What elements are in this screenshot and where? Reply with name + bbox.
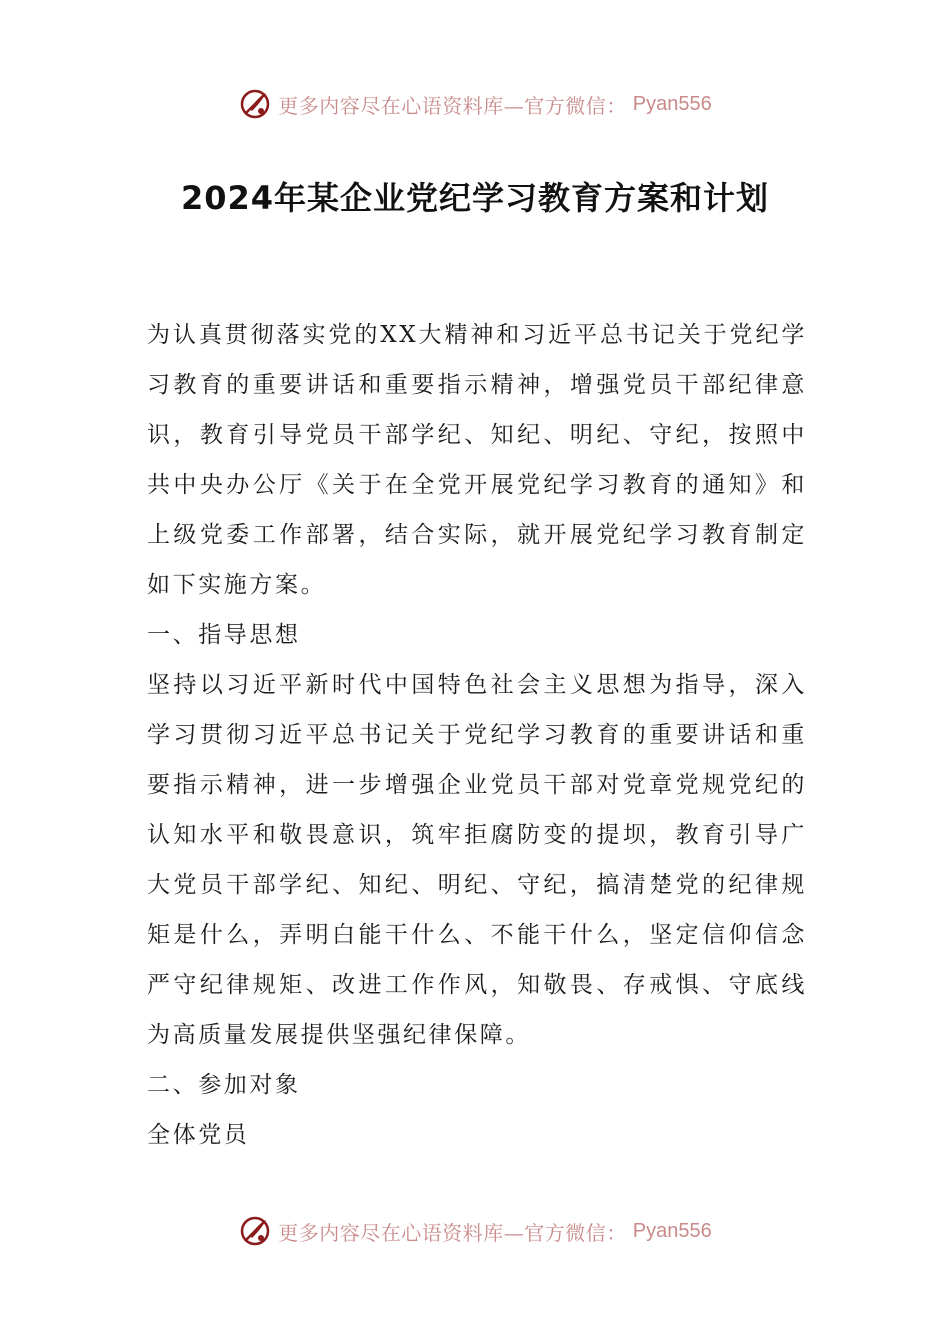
quill-logo-icon [238, 1214, 272, 1248]
footer-watermark [0, 1211, 950, 1251]
header-watermark [0, 84, 950, 124]
section-heading-guiding-ideology: 一、指导思想 [147, 622, 301, 648]
watermark-text: 更多内容尽在心语资料库—官方微信： [278, 93, 627, 118]
watermark-wechat-id: Pyan556 [632, 1219, 712, 1242]
section-heading-participants: 二、参加对象 [147, 1072, 301, 1098]
document-title: 2024年某企业党纪学习教育方案和计划 [180, 179, 770, 217]
document-body [147, 310, 807, 1160]
participants-paragraph: 全体党员 [147, 1122, 250, 1148]
watermark-wechat-id: Pyan556 [632, 92, 712, 115]
quill-logo-icon [238, 87, 272, 121]
intro-paragraph: 为认真贯彻落实党的XX大精神和习近平总书记关于党纪学习教育的重要讲话和重要指示精神，增强党员干部纪律意识，教育引导党员干部学纪、知纪、明纪、守纪，按照中共中央办公厅《关于在全党开展党纪学习教育的通知》和上级党委工作部署，结合实际，就开展党纪学习教育制定如下实施方案。 [147, 322, 807, 598]
guiding-ideology-paragraph: 坚持以习近平新时代中国特色社会主义思想为指导，深入学习贯彻习近平总书记关于党纪学习教育的重要讲话和重要指示精神，进一步增强企业党员干部对党章党规党纪的认知水平和敬畏意识，筑牢拒腐防变的提坝，教育引导广大党员干部学纪、知纪、明纪、守纪，搞清楚党的纪律规矩是什么，弄明白能干什么、不能干什么，坚定信仰信念严守纪律规矩、改进工作作风，知敬畏、存戒惧、守底线为高质量发展提供坚强纪律保障。 [147, 672, 807, 1048]
watermark-text: 更多内容尽在心语资料库—官方微信： [278, 1220, 627, 1245]
